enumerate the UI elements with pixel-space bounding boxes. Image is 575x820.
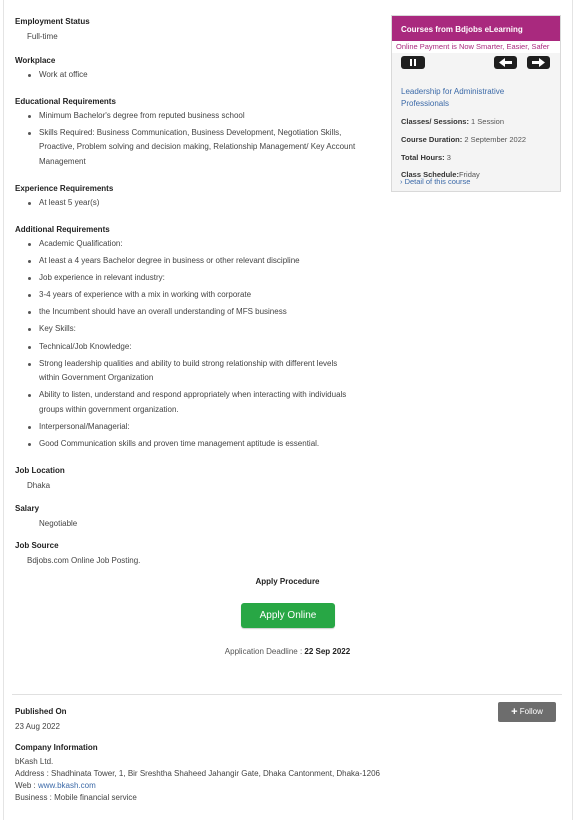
list-item: 3-4 years of experience with a mix in working with corporate [27,288,357,303]
employment-status-heading: Employment Status [15,17,90,26]
job-source-value: Bdjobs.com Online Job Posting. [27,556,141,565]
arrow-left-icon [494,56,517,69]
next-button[interactable] [527,56,550,69]
company-name: bKash Ltd. [15,757,54,766]
experience-list [27,196,357,211]
job-location-value: Dhaka [27,481,51,490]
list-item: Key Skills: [27,322,357,337]
address-value: Shadhinata Tower, 1, Bir Sreshtha Shaheed Jahangir Gate, Dhaka Cantonment, Dhaka-1206 [51,769,380,778]
apply-procedure-heading: Apply Procedure [255,577,320,586]
business-value: Mobile financial service [54,793,137,802]
address-label: Address : [15,769,52,778]
deadline-value: 22 Sep 2022 [304,647,351,656]
salary-heading: Salary [15,504,40,513]
list-item: Work at office [27,68,357,83]
list-item: Interpersonal/Managerial: [27,420,357,435]
elearning-sidebar [391,15,561,192]
sessions-value: 1 Session [468,117,504,126]
sessions-label: Classes/ Sessions: [401,117,469,126]
apply-online-button[interactable]: Apply Online [241,603,335,628]
list-item: At least 5 year(s) [27,196,357,211]
list-item: Job experience in relevant industry: [27,271,357,286]
list-item: Minimum Bachelor's degree from reputed business school [27,109,357,124]
sidebar-title: Courses from Bdjobs eLearning [392,16,560,41]
application-deadline [0,647,575,656]
arrow-right-icon [527,56,550,69]
published-heading: Published On [15,707,67,716]
list-item: Ability to listen, understand and respond appropriately when interacting with individuals groups within government organization. [27,388,357,417]
section-divider [12,694,562,695]
education-list [27,109,357,169]
prev-button[interactable] [494,56,517,69]
pause-button[interactable] [401,56,425,69]
duration-label: Course Duration: [401,135,463,144]
list-item: Good Communication skills and proven time management aptitude is essential. [27,437,357,452]
workplace-heading: Workplace [15,56,56,65]
list-item: Strong leadership qualities and ability to build strong relationship with different levels within Government Organization [27,357,357,386]
course-detail-link[interactable] [400,177,470,186]
chevron-right-icon: › [400,177,403,186]
additional-heading: Additional Requirements [15,225,110,234]
company-heading: Company Information [15,743,98,752]
detail-link-label: Detail of this course [404,177,471,186]
schedule-value: Friday [458,170,480,179]
experience-heading: Experience Requirements [15,184,114,193]
follow-button[interactable] [498,702,556,722]
payment-marquee: Online Payment is Now Smarter, Easier, Safer [392,41,560,53]
web-label: Web : [15,781,38,790]
employment-status-value: Full-time [27,32,58,41]
list-item: Academic Qualification: [27,237,357,252]
duration-value: 2 September 2022 [462,135,527,144]
list-item: Skills Required: Business Communication, Business Development, Negotiation Skills, Proactive, Problem solving and decision making, Relationship Management/ Key Account Management [27,126,357,170]
hours-value: 3 [444,153,451,162]
carousel-controls [392,53,560,75]
published-date: 23 Aug 2022 [15,722,60,731]
course-hours [401,153,451,162]
salary-value: Negotiable [39,519,78,528]
company-web [15,781,96,790]
workplace-list [27,68,357,83]
education-heading: Educational Requirements [15,97,116,106]
business-label: Business : [15,793,55,802]
follow-label: Follow [519,707,543,716]
deadline-label: Application Deadline : [224,647,305,656]
pause-icon [401,56,425,69]
course-title-link[interactable]: Leadership for Administrative Professionals [401,87,505,108]
additional-list [27,237,357,454]
list-item: Technical/Job Knowledge: [27,340,357,355]
company-address [15,769,380,778]
job-source-heading: Job Source [15,541,59,550]
course-sessions [401,117,504,126]
web-link[interactable]: www.bkash.com [37,781,96,790]
list-item: the Incumbent should have an overall understanding of MFS business [27,305,357,320]
schedule-label: Class Schedule: [401,170,459,179]
course-duration [401,135,526,144]
job-location-heading: Job Location [15,466,65,475]
plus-icon: + [511,706,518,718]
hours-label: Total Hours: [401,153,445,162]
company-business [15,793,137,802]
list-item: At least a 4 years Bachelor degree in business or other relevant discipline [27,254,357,269]
